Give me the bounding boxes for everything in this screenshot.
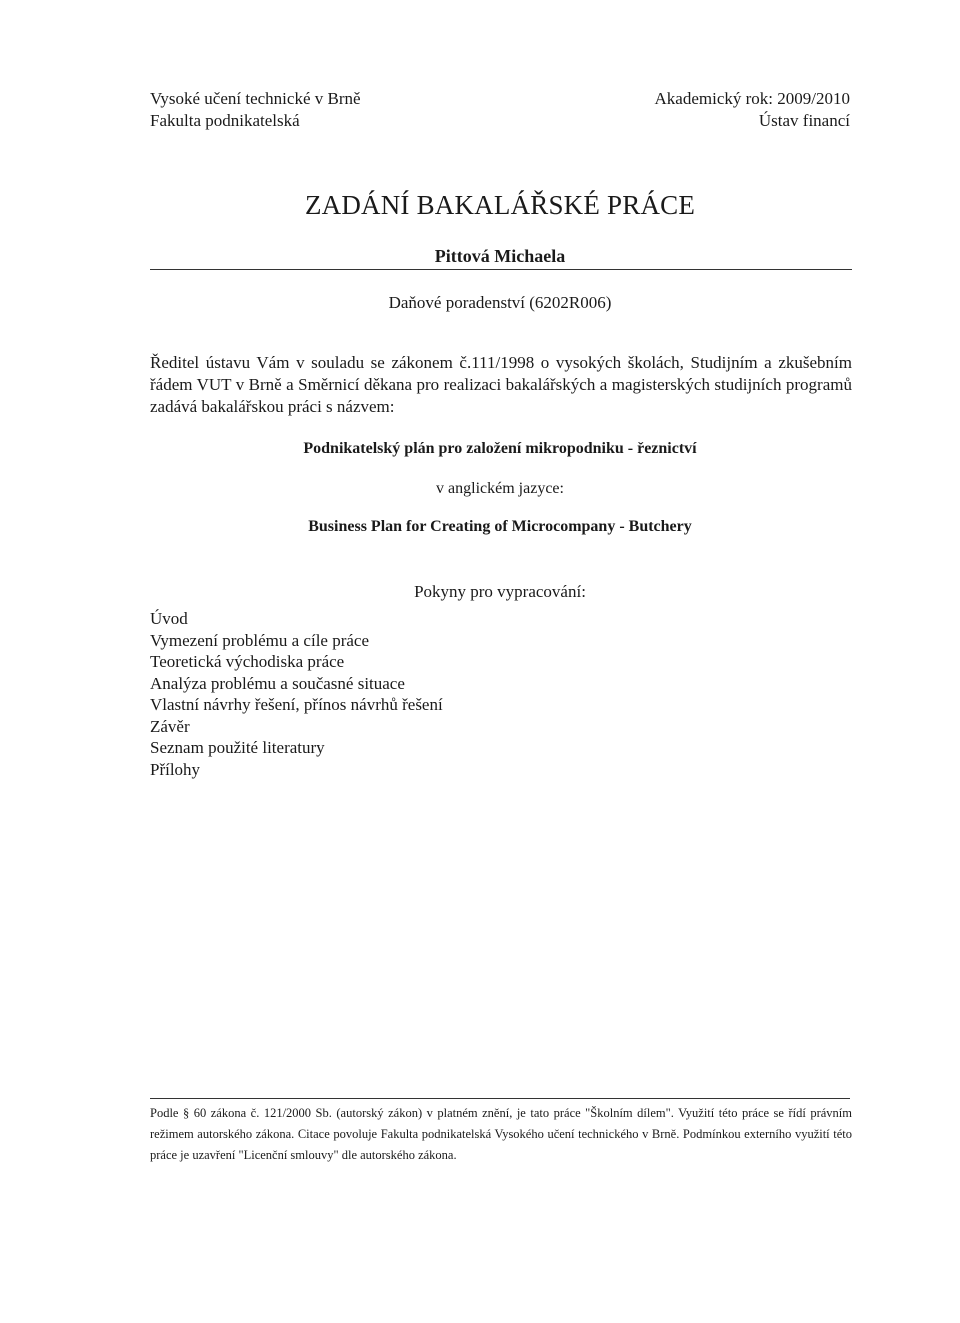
outline-item: Závěr (150, 716, 190, 736)
outline-item: Vymezení problému a cíle práce (150, 630, 370, 650)
university-name: Vysoké učení technické v Brně (150, 89, 361, 108)
instructions-heading: Pokyny pro vypracování: (414, 582, 586, 601)
outline-item: Vlastní návrhy řešení, přínos návrhů řešení (150, 695, 443, 714)
name-divider (150, 269, 852, 270)
outline-list (150, 608, 443, 780)
outline-item: Teoretická východiska práce (150, 652, 345, 671)
footer-divider (150, 1098, 850, 1099)
outline-item: Analýza problému a současné situace (150, 673, 405, 693)
header-left (150, 88, 361, 132)
student-name: Pittová Michaela (434, 246, 566, 266)
academic-year: Akademický rok: 2009/2010 (654, 89, 850, 108)
thesis-title-english: Business Plan for Creating of Microcompany - Butchery (308, 518, 692, 535)
study-program: Daňové poradenství (6202R006) (388, 293, 612, 312)
intro-paragraph: Ředitel ústavu Vám v souladu se zákonem č.111/1998 o vysokých školách, Studijním a zkušebním řádem VUT v Brně a Směrnicí děkana pro realizaci bakalářských a magisterských studijních programů zadává bakalářskou práci s názvem: (150, 353, 852, 416)
document-title: ZADÁNÍ BAKALÁŘSKÉ PRÁCE (304, 190, 696, 220)
english-label: v anglickém jazyce: (436, 480, 564, 497)
header-right (655, 88, 850, 132)
outline-item: Seznam použité literatury (150, 738, 325, 757)
thesis-title-czech: Podnikatelský plán pro založení mikropodniku - řeznictví (303, 440, 697, 457)
institute-name: Ústav financí (758, 111, 850, 130)
outline-item: Přílohy (150, 759, 201, 779)
footer-legal-note: Podle § 60 zákona č. 121/2000 Sb. (autorský zákon) v platném znění, je tato práce "Školním dílem". Využití této práce se řídí právním režimem autorského zákona. Citace povoluje Fakulta podnikatelská Vysokého učení technického v Brně. Podmínkou externího využití této práce je uzavření "Licenční smlouvy" dle autorského zákona. (150, 1106, 852, 1162)
faculty-name: Fakulta podnikatelská (150, 111, 300, 130)
outline-item: Úvod (150, 609, 188, 628)
